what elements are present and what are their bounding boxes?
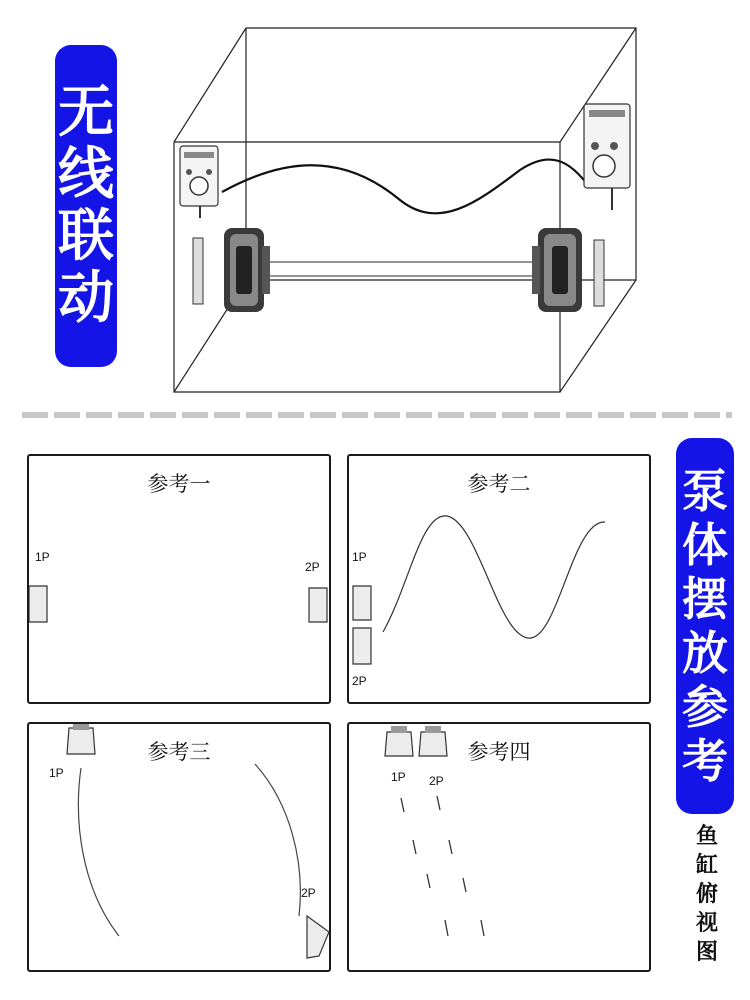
badge-char: 无 xyxy=(58,80,114,145)
flow-dash xyxy=(445,920,448,936)
label-1p: 1P xyxy=(49,766,64,780)
pump-left-icon xyxy=(193,228,270,312)
badge-char: 摆 xyxy=(682,572,728,626)
flow-dash xyxy=(437,796,440,810)
pump-2p-icon xyxy=(309,588,327,622)
pump-2p-icon xyxy=(353,628,371,664)
pump-1p-icon xyxy=(67,728,95,754)
panel-title: 参考二 xyxy=(467,472,531,496)
controller-left-icon xyxy=(180,146,218,218)
reference-panel-2 xyxy=(347,454,651,704)
badge-char: 动 xyxy=(58,266,114,331)
reference-panel-1 xyxy=(27,454,331,704)
label-2p: 2P xyxy=(305,560,320,574)
wave-line xyxy=(222,160,590,214)
panel-4-diagram xyxy=(349,724,649,970)
badge-char: 泵 xyxy=(682,464,728,518)
note-char: 俯 xyxy=(695,882,718,907)
label-2p: 2P xyxy=(301,886,316,900)
pump-2p-icon xyxy=(307,916,329,958)
wireless-link-badge xyxy=(55,45,117,367)
note-char: 图 xyxy=(695,940,718,965)
badge-char: 联 xyxy=(58,204,114,269)
badge-char: 线 xyxy=(58,142,114,207)
pump-2p-icon xyxy=(419,732,447,756)
panel-3-diagram xyxy=(29,724,329,970)
panel-title: 参考一 xyxy=(147,472,211,496)
flow-dash xyxy=(427,874,430,888)
pump-placement-badge xyxy=(676,438,734,814)
flow-dash xyxy=(413,840,416,854)
label-2p: 2P xyxy=(352,674,367,688)
label-1p: 1P xyxy=(391,770,406,784)
pump-1p-icon xyxy=(385,732,413,756)
panel-title: 参考四 xyxy=(467,740,531,764)
badge-char: 体 xyxy=(682,518,728,572)
badge-char: 参 xyxy=(682,680,728,734)
badge-char: 放 xyxy=(682,626,728,680)
flow-dash xyxy=(463,878,466,892)
note-char: 缸 xyxy=(695,853,718,878)
panel-title: 参考三 xyxy=(147,740,211,764)
pump-right-icon xyxy=(532,228,604,312)
note-char: 鱼 xyxy=(695,824,718,849)
flow-dash xyxy=(481,920,484,936)
note-char: 视 xyxy=(695,911,718,936)
flow-dash xyxy=(401,798,404,812)
label-1p: 1P xyxy=(35,550,50,564)
label-2p: 2P xyxy=(429,774,444,788)
label-1p: 1P xyxy=(352,550,367,564)
panel-1-diagram xyxy=(29,456,329,702)
reference-panel-4 xyxy=(347,722,651,972)
wave-curve xyxy=(383,516,605,638)
badge-char: 考 xyxy=(682,734,728,788)
pump-1p-icon xyxy=(353,586,371,620)
flow-dash xyxy=(449,840,452,854)
flow-curve-2p xyxy=(255,764,300,916)
panel-2-diagram xyxy=(349,456,649,702)
controller-right-icon xyxy=(584,104,630,210)
flow-curve-1p xyxy=(78,768,119,936)
pump-1p-icon xyxy=(29,586,47,622)
reference-panel-3 xyxy=(27,722,331,972)
tank-top-view-note xyxy=(690,822,724,967)
dashed-divider xyxy=(22,412,732,418)
